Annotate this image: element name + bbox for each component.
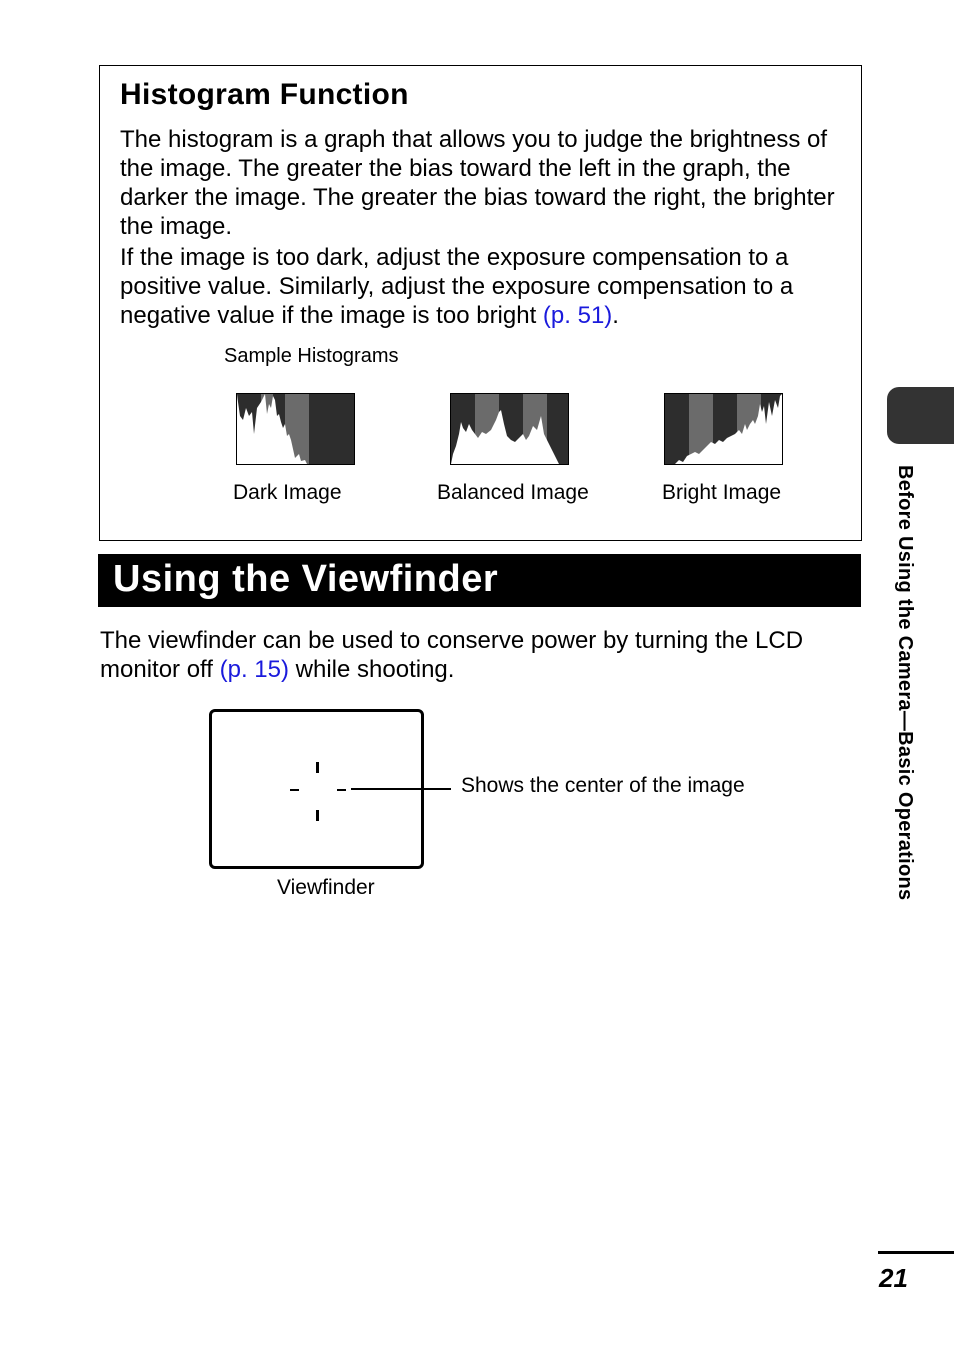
center-mark-top xyxy=(316,762,319,773)
section-title: Using the Viewfinder xyxy=(113,558,499,600)
bright-histogram-graphic xyxy=(665,394,782,464)
center-callout: Shows the center of the image xyxy=(461,774,745,797)
histogram-function-box xyxy=(99,65,862,541)
histogram-description: The histogram is a graph that allows you to judge the brightness of the image. The greater the bias toward the left in the graph, the darker the image. The greater the bias toward the right, the brighter the image. xyxy=(120,126,835,240)
callout-leader-line xyxy=(351,788,451,790)
balanced-histogram-graphic xyxy=(451,394,568,464)
page-15-link[interactable]: (p. 15) xyxy=(219,656,289,683)
dark-image-histogram xyxy=(236,393,355,465)
viewfinder-description-text: The viewfinder can be used to conserve power by turning the LCD monitor off xyxy=(100,627,804,683)
box-title: Histogram Function xyxy=(120,78,409,111)
page-number: 21 xyxy=(879,1263,908,1293)
exposure-advice-text: If the image is too dark, adjust the exposure compensation to a positive value. Similarly, adjust the exposure compensation to a negative value if the image is too bright xyxy=(120,244,794,329)
bright-image-histogram xyxy=(664,393,783,465)
dark-image-label: Dark Image xyxy=(233,481,342,504)
dark-histogram-graphic xyxy=(237,394,354,464)
balanced-image-histogram xyxy=(450,393,569,465)
bright-image-label: Bright Image xyxy=(662,481,782,504)
exposure-advice-end: . xyxy=(612,302,619,329)
chapter-tab xyxy=(887,387,954,444)
chapter-side-label: Before Using the Camera—Basic Operations xyxy=(894,465,916,901)
center-mark-bottom xyxy=(316,810,319,821)
viewfinder-description xyxy=(100,626,860,684)
balanced-image-label: Balanced Image xyxy=(437,481,589,504)
sample-histograms-label: Sample Histograms xyxy=(224,345,399,367)
exposure-advice xyxy=(120,243,855,330)
center-mark-left xyxy=(290,789,299,791)
page-number-rule xyxy=(878,1251,954,1254)
page-51-link[interactable]: (p. 51) xyxy=(542,302,613,329)
viewfinder-description-end: while shooting. xyxy=(289,656,455,683)
viewfinder-label: Viewfinder xyxy=(277,876,375,899)
section-header xyxy=(98,554,861,607)
center-mark-right xyxy=(337,789,346,791)
